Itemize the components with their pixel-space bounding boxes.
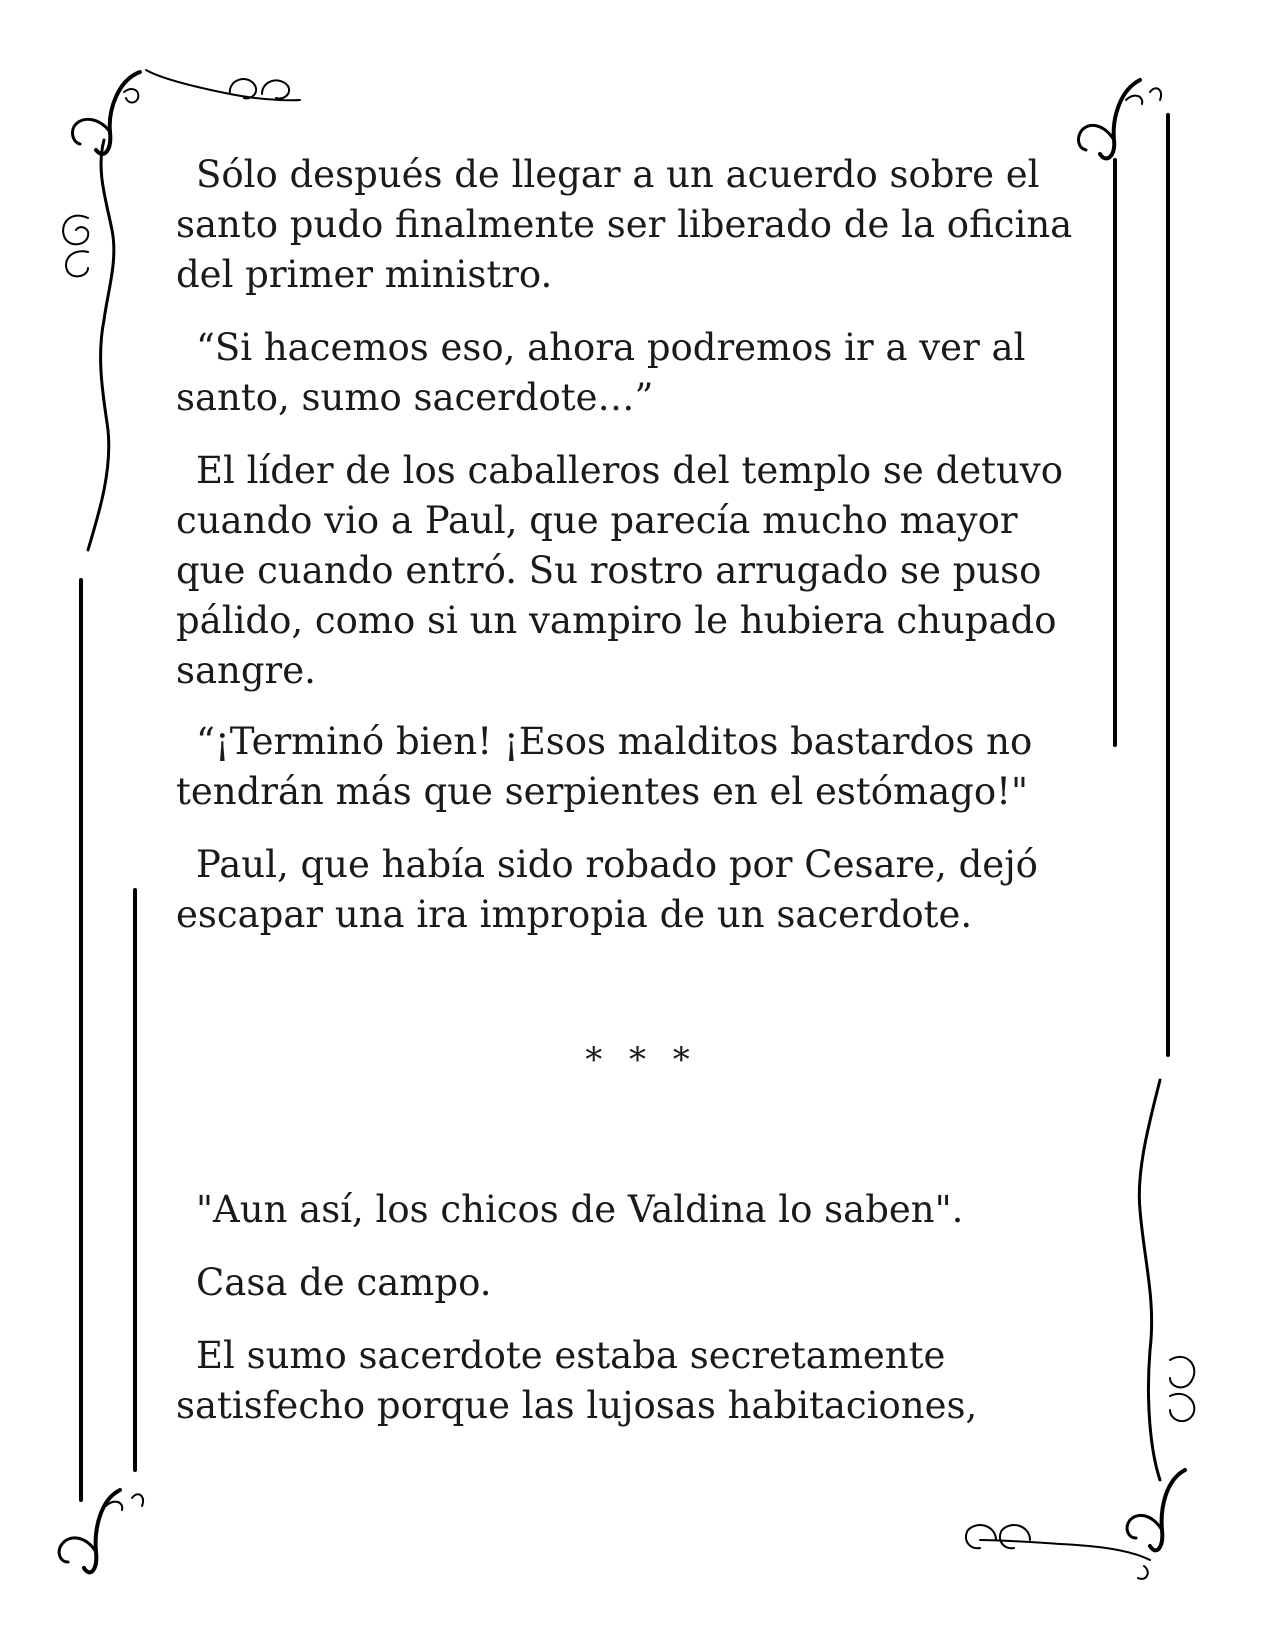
paragraph-4 (176, 717, 1032, 817)
text-line: santo pudo finalmente ser liberado de la oficina (176, 203, 1073, 246)
text-line: sangre. (176, 649, 316, 692)
bottom-left-flourish-icon (59, 1490, 143, 1572)
text-line: escapar una ira impropia de un sacerdote. (176, 893, 973, 936)
text-line: “¡Terminó bien! ¡Esos malditos bastardos no (196, 720, 1033, 763)
text-line: santo, sumo sacerdote…” (176, 376, 654, 419)
text-line: "Aun así, los chicos de Valdina lo saben". (196, 1188, 964, 1231)
text-line: tendrán más que serpientes en el estómago!" (176, 770, 1029, 813)
text-line: Casa de campo. (196, 1261, 492, 1304)
paragraph-2 (176, 323, 1025, 423)
text-line: del primer ministro. (176, 253, 553, 296)
top-right-flourish-icon (1079, 80, 1162, 158)
paragraph-5 (176, 840, 1038, 940)
paragraph-8 (176, 1331, 977, 1431)
paragraph-7 (176, 1258, 491, 1308)
text-line: Sólo después de llegar a un acuerdo sobre el (196, 153, 1040, 196)
text-line: cuando vio a Paul, que parecía mucho mayor (176, 499, 1018, 542)
text-line: Paul, que había sido robado por Cesare, dejó (196, 843, 1038, 886)
scene-separator: * * * (585, 1040, 698, 1080)
text-line: satisfecho porque las lujosas habitaciones, (176, 1384, 978, 1427)
paragraph-1 (176, 150, 1072, 300)
text-line: pálido, como si un vampiro le hubiera chupado (176, 599, 1057, 642)
text-line: El líder de los caballeros del templo se detuvo (196, 449, 1063, 492)
paragraph-6 (176, 1185, 963, 1235)
text-line: El sumo sacerdote estaba secretamente (196, 1334, 946, 1377)
bottom-right-flourish-icon (966, 1080, 1194, 1579)
paragraph-3 (176, 446, 1063, 696)
text-line: que cuando entró. Su rostro arrugado se puso (176, 549, 1042, 592)
text-line: “Si hacemos eso, ahora podremos ir a ver al (196, 326, 1026, 369)
